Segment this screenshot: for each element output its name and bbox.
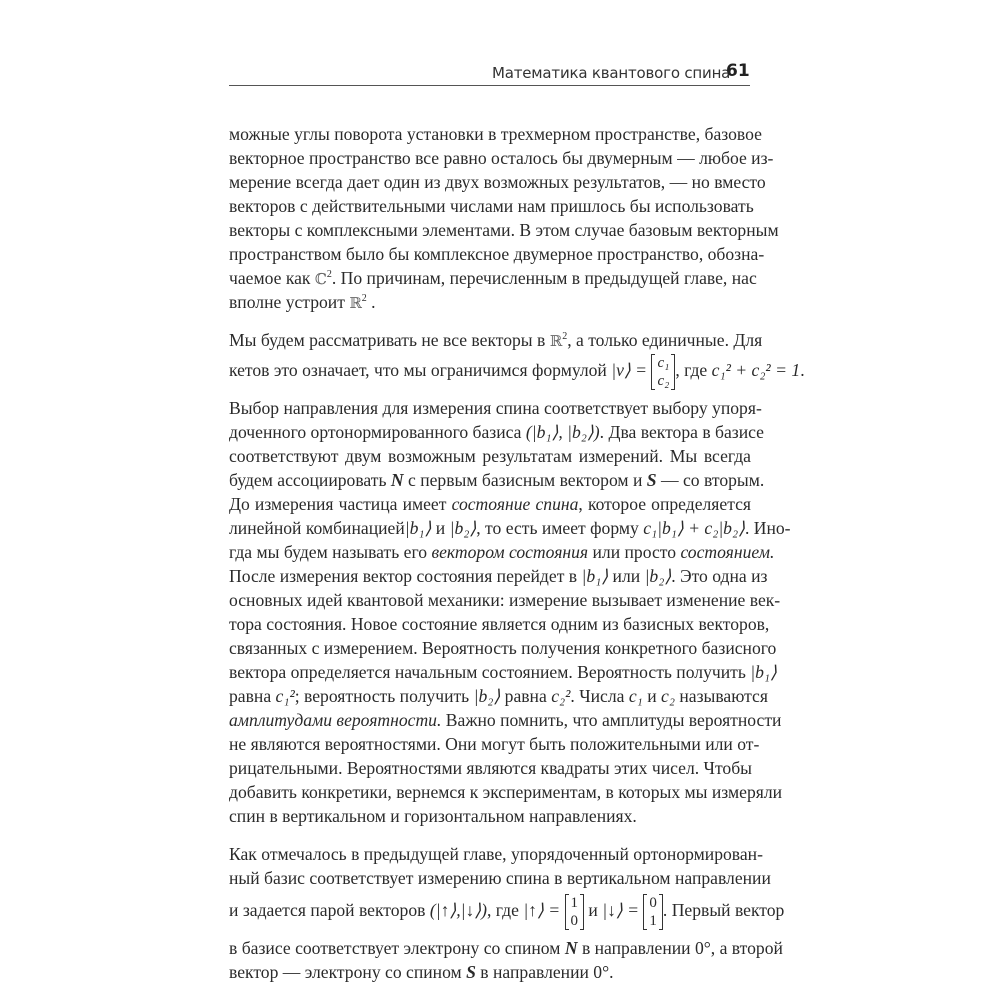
text: называются bbox=[679, 686, 768, 706]
text-line: пространством было бы комплексное двумерное пространство, обозна- bbox=[229, 244, 765, 264]
page-number: 61 bbox=[726, 61, 750, 81]
text: ; вероятность получить bbox=[294, 686, 470, 706]
ket-b1: |b₁⟩ bbox=[750, 662, 777, 682]
text-line: Выбор направления для измерения спина соответствует выбору упоря- bbox=[229, 398, 762, 418]
text: гда мы будем называть его bbox=[229, 542, 428, 562]
symbol-n: N bbox=[564, 938, 578, 958]
text: , где bbox=[675, 360, 708, 380]
text-line: основных идей квантовой механики: измерение вызывает изменение век- bbox=[229, 590, 781, 610]
ket-b2: |b₂⟩ bbox=[644, 566, 672, 586]
text: кетов это означает, что мы ограничимся формулой bbox=[229, 360, 607, 380]
superscript: 2 bbox=[361, 293, 367, 305]
emphasis: состоянием. bbox=[680, 542, 775, 562]
text: вектора определяется начальным состоянием. Вероятность получить bbox=[229, 662, 746, 682]
c2-squared: c₂² bbox=[551, 686, 571, 706]
text-line: добавить конкретики, вернемся к экспериментам, в которых мы измеряли bbox=[229, 782, 783, 802]
c2: c₂ bbox=[661, 686, 675, 706]
running-title: Математика квантового спина bbox=[492, 64, 731, 82]
text-line: тора состояния. Новое состояние является одним из базисных векторов, bbox=[229, 614, 770, 634]
text-line bbox=[229, 492, 751, 516]
text: равна bbox=[229, 686, 272, 706]
text: равна bbox=[504, 686, 547, 706]
c1-squared: c₁² bbox=[275, 686, 295, 706]
text: , а только единичные. Для bbox=[567, 330, 763, 350]
text-line bbox=[229, 888, 785, 932]
ket-v: |v⟩ = bbox=[611, 360, 648, 380]
ket-b2: |b₂⟩ bbox=[473, 686, 501, 706]
text-line: вполне устроит ℝ$^2$ . bbox=[229, 292, 376, 312]
real-symbol: ℝ bbox=[549, 332, 563, 350]
text: вектор — электрону со спином bbox=[229, 962, 462, 982]
text: . Это одна из bbox=[671, 566, 768, 586]
text-line: можные углы поворота установки в трехмерном пространстве, базовое bbox=[229, 124, 762, 144]
basis-up-down: (|↑⟩,|↓⟩) bbox=[429, 900, 487, 920]
symbol-s: S bbox=[466, 962, 476, 982]
up-vector bbox=[565, 894, 585, 930]
text: . Два вектора в базисе bbox=[599, 422, 764, 442]
text-line: Как отмечалось в предыдущей главе, упорядоченный ортонормирован- bbox=[229, 844, 763, 864]
ket-b1: |b₁⟩ bbox=[404, 518, 432, 538]
text: До измерения частица имеет bbox=[229, 494, 447, 514]
basis-pair: (|b₁⟩, |b₂⟩) bbox=[525, 422, 600, 442]
text: и bbox=[647, 686, 657, 706]
vector-entry: 1 bbox=[570, 894, 578, 911]
linear-combination: c₁|b₁⟩ + c₂|b₂⟩ bbox=[643, 518, 745, 538]
column-vector bbox=[651, 354, 675, 390]
text: . Ино- bbox=[744, 518, 791, 538]
text-line: рицательными. Вероятностями являются квадраты этих чисел. Чтобы bbox=[229, 758, 752, 778]
text: , которое определяется bbox=[578, 494, 751, 514]
text: вполне устроит bbox=[229, 292, 345, 312]
text-line bbox=[229, 936, 783, 960]
ket-b2: |b₂⟩ bbox=[449, 518, 477, 538]
text-line: мерение всегда дает один из двух возможных результатов, — но вместо bbox=[229, 172, 766, 192]
c1: c₁ bbox=[628, 686, 643, 706]
text-line: связанных с измерением. Вероятность получения конкретного базисного bbox=[229, 638, 777, 658]
superscript: 2 bbox=[562, 331, 568, 343]
vector-entry: 0 bbox=[649, 894, 657, 911]
text-line bbox=[229, 708, 782, 732]
vector-entry: c₁ bbox=[657, 354, 670, 371]
text-line bbox=[229, 960, 751, 984]
text: Мы будем рассматривать не все векторы в bbox=[229, 330, 546, 350]
text-line: векторное пространство все равно осталось бы двумерным — любое из- bbox=[229, 148, 774, 168]
text: , где bbox=[487, 900, 519, 920]
emphasis: вектором состояния bbox=[431, 542, 589, 562]
text-line bbox=[229, 266, 757, 291]
ket-b1: |b₁⟩ bbox=[581, 566, 609, 586]
text-line bbox=[229, 516, 791, 540]
text-line: спин в вертикальном и горизонтальном направлениях. bbox=[229, 806, 637, 826]
text-line bbox=[229, 468, 765, 492]
text-line bbox=[229, 540, 775, 564]
text-line bbox=[229, 684, 768, 708]
normalization-equation: c₁² + c₂² = 1 bbox=[711, 360, 801, 380]
text: линейной комбинацией bbox=[229, 518, 405, 538]
text: доченного ортонормированного базиса bbox=[229, 422, 522, 442]
text: Важно помнить, что амплитуды вероятности bbox=[445, 710, 782, 730]
text: . Числа bbox=[570, 686, 625, 706]
text: или просто bbox=[592, 542, 677, 562]
emphasis: состояние спина bbox=[451, 494, 579, 514]
vector-entry: 1 bbox=[649, 912, 657, 929]
ket-up: |↑⟩ = bbox=[523, 900, 561, 920]
superscript: 2 bbox=[326, 269, 332, 281]
text: в направлении 0°, а второй bbox=[581, 938, 783, 958]
text-line: не являются вероятностями. Они могут быть положительными или от- bbox=[229, 734, 760, 754]
down-vector bbox=[643, 894, 663, 930]
text: или bbox=[612, 566, 641, 586]
header-rule bbox=[229, 85, 750, 86]
text-line: векторы с комплексными элементами. В этом случае базовым векторным bbox=[229, 220, 779, 240]
real-symbol: ℝ bbox=[349, 294, 362, 312]
text-line bbox=[229, 660, 777, 684]
text-line bbox=[229, 420, 764, 444]
text: чаемое как bbox=[229, 268, 311, 288]
page-header bbox=[0, 0, 1000, 100]
symbol-s: S bbox=[646, 470, 657, 490]
text: и bbox=[435, 518, 446, 538]
text: в базисе соответствует электрону со спином bbox=[229, 938, 561, 958]
text-line: ный базис соответствует измерению спина в вертикальном направлении bbox=[229, 868, 771, 888]
text-line: соответствуют двум возможным результатам измерений. Мы всегда bbox=[229, 446, 751, 466]
emphasis: амплитудами вероятности. bbox=[229, 710, 442, 730]
text-line bbox=[229, 564, 768, 588]
symbol-n: N bbox=[390, 470, 404, 490]
vector-entry: c₂ bbox=[657, 372, 670, 389]
text-line: векторов с действительными числами нам пришлось бы использовать bbox=[229, 196, 754, 216]
text: с первым базисным вектором и bbox=[408, 470, 643, 490]
ket-down: |↓⟩ = bbox=[602, 900, 640, 920]
text: будем ассоциировать bbox=[229, 470, 387, 490]
text: в направлении 0°. bbox=[480, 962, 614, 982]
vector-entry: 0 bbox=[570, 912, 578, 929]
text: и bbox=[588, 900, 598, 920]
text: . Первый вектор bbox=[662, 900, 785, 920]
text: — со вторым. bbox=[661, 470, 765, 490]
complex-symbol: ℂ bbox=[314, 270, 327, 288]
text-line: кетов это означает, что мы ограничимся формулой |v⟩ = c₁ c₂ , где c₁² + c₂² = 1. bbox=[229, 354, 805, 389]
text: После измерения вектор состояния перейдет в bbox=[229, 566, 578, 586]
text: и задается парой векторов bbox=[229, 900, 426, 920]
text: , то есть имеет форму bbox=[476, 518, 639, 538]
text: . По причинам, перечисленным в предыдущей главе, нас bbox=[331, 268, 757, 288]
